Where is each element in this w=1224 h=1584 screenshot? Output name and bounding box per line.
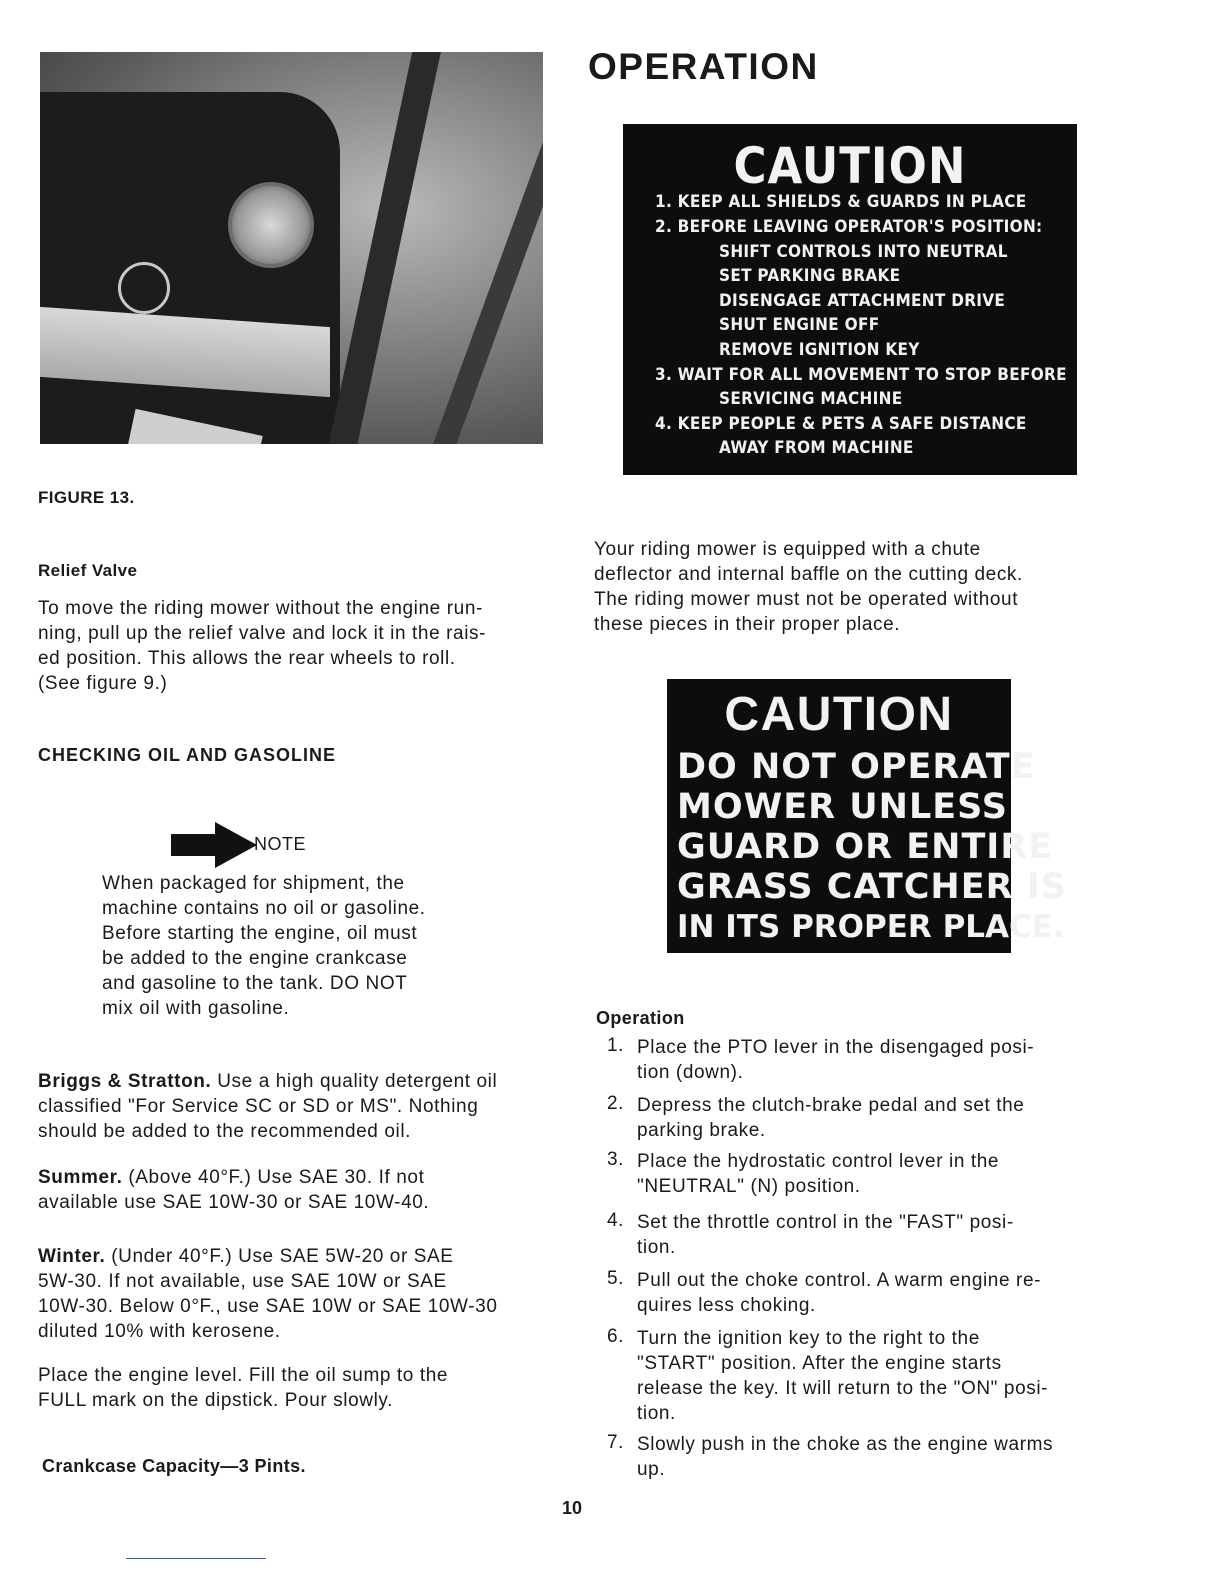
step-number: 1. bbox=[607, 1035, 624, 1056]
step-item bbox=[637, 1326, 1097, 1426]
step-item bbox=[637, 1432, 1097, 1482]
caution-line: SHUT ENGINE OFF bbox=[719, 315, 880, 335]
step-number: 7. bbox=[607, 1432, 624, 1453]
relief-valve-paragraph bbox=[38, 596, 543, 696]
paragraph-line: Place the engine level. Fill the oil sump to the bbox=[38, 1365, 449, 1386]
step-line: Place the PTO lever in the disengaged posi- bbox=[637, 1037, 1035, 1058]
caution-line: REMOVE IGNITION KEY bbox=[719, 340, 920, 360]
step-item bbox=[637, 1149, 1097, 1199]
winter-paragraph bbox=[38, 1244, 543, 1344]
paragraph-line: When packaged for shipment, the bbox=[102, 873, 405, 894]
caution-line: AWAY FROM MACHINE bbox=[719, 438, 914, 458]
control-lever bbox=[325, 52, 444, 444]
paragraph-line: (See figure 9.) bbox=[38, 673, 168, 694]
paragraph-line: should be added to the recommended oil. bbox=[38, 1121, 412, 1142]
section-title: OPERATION bbox=[588, 46, 819, 87]
step-line: "START" position. After the engine starts bbox=[637, 1353, 1002, 1374]
caution-line: 4. KEEP PEOPLE & PETS A SAFE DISTANCE bbox=[655, 414, 1027, 434]
paragraph-line: classified "For Service SC or SD or MS". Nothing bbox=[38, 1096, 479, 1117]
crankcase-capacity: Crankcase Capacity—3 Pints. bbox=[42, 1456, 306, 1476]
paragraph-line: Before starting the engine, oil must bbox=[102, 923, 418, 944]
figure-13-photo bbox=[40, 52, 543, 444]
control-lever-2 bbox=[425, 52, 543, 444]
paragraph-line: machine contains no oil or gasoline. bbox=[102, 898, 426, 919]
caution-box-safety-rules bbox=[623, 124, 1077, 475]
paragraph-line: 10W-30. Below 0°F., use SAE 10W or SAE 10W-30 bbox=[38, 1296, 498, 1317]
summer-label: Summer. bbox=[38, 1167, 123, 1188]
caution-line: MOWER UNLESS bbox=[677, 787, 1008, 827]
paragraph-line: To move the riding mower without the engine run- bbox=[38, 598, 483, 619]
briggs-stratton-label: Briggs & Stratton. bbox=[38, 1071, 212, 1092]
step-line: quires less choking. bbox=[637, 1295, 816, 1316]
step-line: parking brake. bbox=[637, 1120, 766, 1141]
caution-line: SET PARKING BRAKE bbox=[719, 266, 901, 286]
caution-line: SHIFT CONTROLS INTO NEUTRAL bbox=[719, 242, 1008, 262]
caution-line: DO NOT OPERATE bbox=[677, 747, 1036, 787]
note-label: NOTE bbox=[254, 834, 307, 854]
step-number: 2. bbox=[607, 1093, 624, 1114]
paragraph-line: be added to the engine crankcase bbox=[102, 948, 408, 969]
caution-title: CAUTION bbox=[724, 688, 954, 741]
step-line: tion. bbox=[637, 1403, 676, 1424]
caution-line: SERVICING MACHINE bbox=[719, 389, 903, 409]
note-paragraph bbox=[102, 871, 466, 1021]
paragraph-text: Use a high quality detergent oil bbox=[211, 1071, 498, 1092]
paragraph-line: available use SAE 10W-30 or SAE 10W-40. bbox=[38, 1192, 430, 1213]
step-item bbox=[637, 1093, 1097, 1143]
caution-box-grass-catcher bbox=[667, 679, 1067, 953]
paragraph-line: mix oil with gasoline. bbox=[102, 998, 290, 1019]
winter-label: Winter. bbox=[38, 1246, 106, 1267]
step-line: tion. bbox=[637, 1237, 676, 1258]
caution-line: 1. KEEP ALL SHIELDS & GUARDS IN PLACE bbox=[655, 192, 1027, 212]
step-line: Depress the clutch-brake pedal and set the bbox=[637, 1095, 1025, 1116]
paragraph-line: 5W-30. If not available, use SAE 10W or SAE bbox=[38, 1271, 447, 1292]
caution-line: DISENGAGE ATTACHMENT DRIVE bbox=[719, 291, 1006, 311]
figure-caption: FIGURE 13. bbox=[38, 488, 135, 507]
fuel-gauge-icon bbox=[228, 182, 314, 268]
paragraph-text: (Under 40°F.) Use SAE 5W-20 or SAE bbox=[105, 1246, 454, 1267]
step-number: 3. bbox=[607, 1149, 624, 1170]
step-line: Turn the ignition key to the right to the bbox=[637, 1328, 980, 1349]
caution-line: IN ITS PROPER PLACE. bbox=[677, 909, 1065, 945]
page-number: 10 bbox=[562, 1498, 583, 1518]
place-engine-paragraph bbox=[38, 1363, 543, 1413]
step-number: 6. bbox=[607, 1326, 624, 1347]
step-item bbox=[637, 1268, 1097, 1318]
step-line: tion (down). bbox=[637, 1062, 744, 1083]
step-item bbox=[637, 1210, 1097, 1260]
step-line: Pull out the choke control. A warm engine re- bbox=[637, 1270, 1042, 1291]
step-line: "NEUTRAL" (N) position. bbox=[637, 1176, 861, 1197]
paragraph-line: and gasoline to the tank. DO NOT bbox=[102, 973, 408, 994]
step-line: Set the throttle control in the "FAST" posi- bbox=[637, 1212, 1014, 1233]
paragraph-line: Your riding mower is equipped with a chute bbox=[594, 539, 981, 560]
paragraph-line: The riding mower must not be operated without bbox=[594, 589, 1019, 610]
step-number: 5. bbox=[607, 1268, 624, 1289]
step-line: up. bbox=[637, 1459, 666, 1480]
step-line: release the key. It will return to the "ON" posi- bbox=[637, 1378, 1049, 1399]
caution-line: GRASS CATCHER IS bbox=[677, 867, 1067, 907]
paragraph-line: FULL mark on the dipstick. Pour slowly. bbox=[38, 1390, 393, 1411]
briggs-stratton-paragraph bbox=[38, 1069, 543, 1144]
paragraph-line: these pieces in their proper place. bbox=[594, 614, 901, 635]
relief-valve-heading: Relief Valve bbox=[38, 561, 138, 580]
step-number: 4. bbox=[607, 1210, 624, 1231]
step-item bbox=[637, 1035, 1097, 1085]
step-line: Place the hydrostatic control lever in the bbox=[637, 1151, 1000, 1172]
caution-line: GUARD OR ENTIRE bbox=[677, 827, 1054, 867]
summer-paragraph bbox=[38, 1165, 543, 1215]
deflector-paragraph bbox=[594, 537, 1097, 637]
paragraph-line: diluted 10% with kerosene. bbox=[38, 1321, 281, 1342]
paragraph-line: ed position. This allows the rear wheels to roll. bbox=[38, 648, 456, 669]
paragraph-text: (Above 40°F.) Use SAE 30. If not bbox=[122, 1167, 425, 1188]
ignition-switch-icon bbox=[118, 262, 170, 314]
note-arrow-icon bbox=[171, 822, 257, 868]
checking-oil-heading: CHECKING OIL AND GASOLINE bbox=[38, 745, 337, 765]
operation-heading: Operation bbox=[596, 1008, 685, 1028]
step-line: Slowly push in the choke as the engine warms bbox=[637, 1434, 1054, 1455]
caution-line: 3. WAIT FOR ALL MOVEMENT TO STOP BEFORE bbox=[655, 365, 1067, 385]
footer-rule bbox=[126, 1558, 266, 1559]
caution-title: CAUTION bbox=[733, 137, 967, 195]
paragraph-line: ning, pull up the relief valve and lock it in the rais- bbox=[38, 623, 487, 644]
paragraph-line: deflector and internal baffle on the cutting deck. bbox=[594, 564, 1023, 585]
caution-line: 2. BEFORE LEAVING OPERATOR'S POSITION: bbox=[655, 217, 1043, 237]
